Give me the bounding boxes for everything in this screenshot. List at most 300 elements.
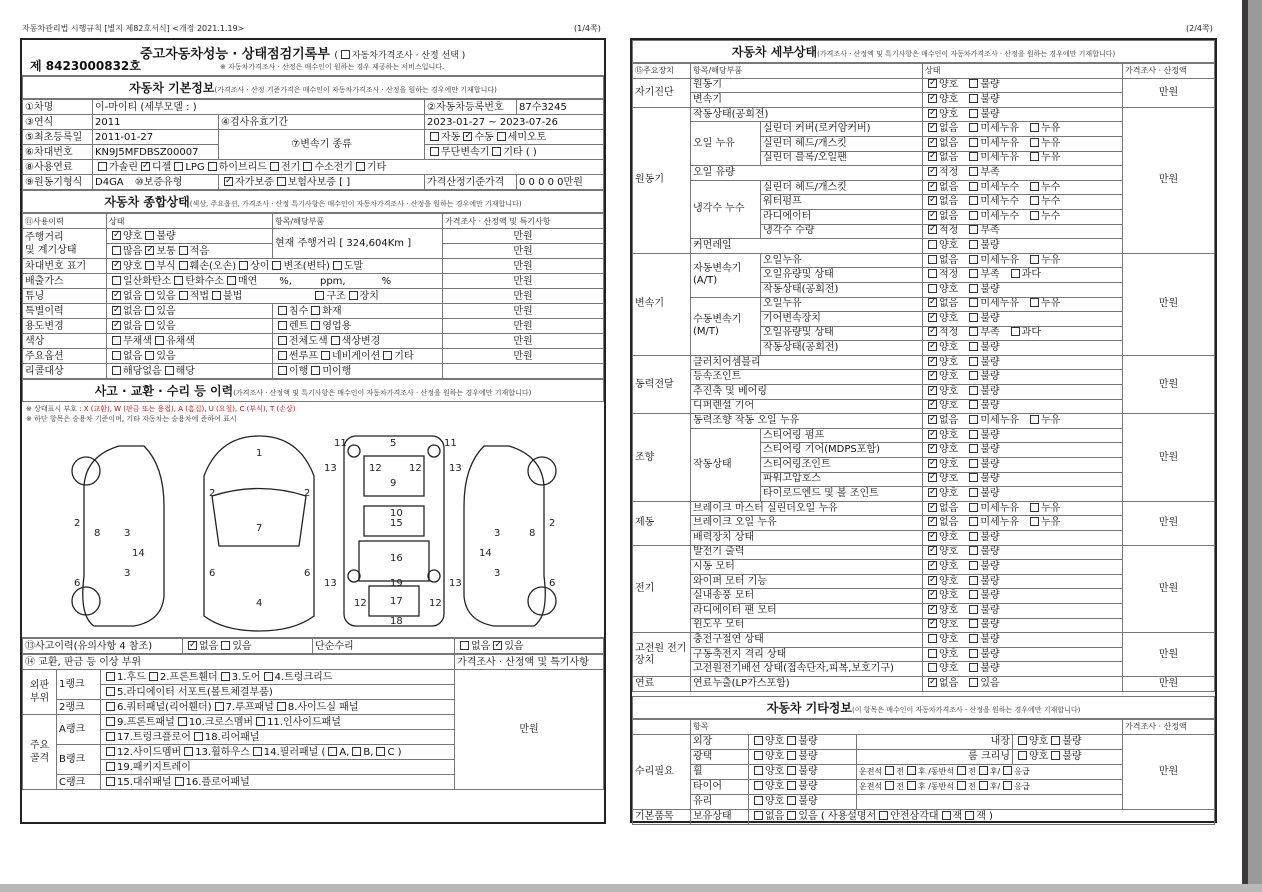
col-device: ⑮주요장치	[633, 64, 691, 79]
status-checkbox[interactable]	[928, 649, 937, 658]
status-checkbox[interactable]	[969, 517, 978, 526]
simple-repair-label: 단순수리	[313, 639, 455, 654]
status-option-label: 없음	[939, 677, 959, 689]
status-checkbox[interactable]	[1030, 138, 1039, 147]
co-checkbox[interactable]	[112, 276, 121, 285]
status-checkbox[interactable]	[928, 619, 937, 628]
room-cleaning-status: 양호 불량	[1013, 749, 1123, 764]
status-checkbox[interactable]	[969, 123, 978, 132]
svg-text:8: 8	[94, 528, 101, 539]
status-checkbox[interactable]	[969, 649, 978, 658]
fuel-lpg-checkbox[interactable]	[174, 162, 183, 171]
part-label: 오일유량및 상태	[761, 268, 923, 283]
vin-smear-checkbox[interactable]	[333, 261, 342, 270]
status-option-label: 과다	[1021, 327, 1041, 339]
repair-status: 없음✓ 있음	[455, 639, 604, 654]
status-checkbox[interactable]	[969, 400, 978, 409]
fuel-gasoline-checkbox[interactable]	[98, 162, 107, 171]
status-checkbox[interactable]	[969, 546, 978, 555]
status-checkbox[interactable]	[1030, 503, 1039, 512]
trunk-floor-checkbox[interactable]	[106, 732, 115, 741]
part-status	[923, 574, 1123, 589]
tuning-none-checkbox[interactable]	[112, 291, 121, 300]
items-none-checkbox[interactable]	[754, 811, 763, 820]
tuning-yes-checkbox[interactable]	[145, 291, 154, 300]
side-sill-checkbox[interactable]	[277, 702, 286, 711]
recall-done-checkbox[interactable]	[278, 366, 287, 375]
pillar-a-checkbox[interactable]	[328, 747, 337, 756]
polish-good-checkbox[interactable]	[754, 751, 763, 760]
part-label: 윈도우 모터	[691, 618, 923, 633]
status-option-label: 불량	[980, 488, 1000, 500]
tuning-legal-checkbox[interactable]	[179, 291, 188, 300]
status-checkbox[interactable]	[969, 211, 978, 220]
part-label: 라디에이터 팬 모터	[691, 603, 923, 618]
status-checkbox[interactable]	[928, 517, 937, 526]
status-checkbox[interactable]	[928, 94, 937, 103]
status-option-label: 불량	[980, 239, 1000, 251]
roof-panel-checkbox[interactable]	[215, 702, 224, 711]
part-label: 타이로드엔드 및 볼 조인트	[761, 487, 923, 502]
part-status	[923, 93, 1123, 108]
special-yes-checkbox[interactable]	[145, 306, 154, 315]
status-option-label: 누유	[1040, 137, 1061, 149]
status-option-label: 불량	[980, 663, 1000, 675]
vin-rust-checkbox[interactable]	[145, 261, 154, 270]
status-checkbox[interactable]	[928, 400, 937, 409]
status-option-label: 미세누유	[980, 502, 1019, 514]
tire-bad-checkbox[interactable]	[787, 781, 796, 790]
status-checkbox[interactable]	[1030, 298, 1039, 307]
status-checkbox[interactable]	[928, 357, 937, 366]
status-checkbox[interactable]	[969, 605, 978, 614]
status-checkbox[interactable]	[1030, 517, 1039, 526]
status-checkbox[interactable]	[928, 546, 937, 555]
business-checkbox[interactable]	[311, 321, 320, 330]
status-checkbox[interactable]	[928, 473, 937, 482]
part-label: 파워고압호스	[761, 472, 923, 487]
emission-price: 만원	[443, 274, 604, 289]
exterior-good-checkbox[interactable]	[754, 736, 763, 745]
vin-damage-checkbox[interactable]	[179, 261, 188, 270]
status-checkbox[interactable]	[969, 182, 978, 191]
svg-text:2: 2	[304, 488, 311, 499]
status-option-label: 없음	[939, 181, 959, 193]
status-checkbox[interactable]	[969, 284, 978, 293]
tuning-device-checkbox[interactable]	[349, 291, 358, 300]
pillar-b-checkbox[interactable]	[352, 747, 361, 756]
vin-mark-label: 차대번호 표기	[23, 259, 107, 274]
status-checkbox[interactable]	[1011, 327, 1020, 336]
trunk-lid-checkbox[interactable]	[264, 672, 273, 681]
other-col-item: 항목	[691, 719, 1123, 734]
vin-diff-checkbox[interactable]	[239, 261, 248, 270]
status-option-label: 불량	[980, 79, 1000, 91]
status-option-label: 양호	[939, 385, 959, 397]
part-status	[923, 385, 1123, 400]
svg-text:9: 9	[390, 478, 397, 489]
fuel-other-checkbox[interactable]	[356, 162, 365, 171]
status-checkbox[interactable]	[969, 240, 978, 249]
triangle-checkbox[interactable]	[879, 811, 888, 820]
diagram-note: ※ 하단 항목은 승용차 기준이며, 기타 자동차는 승용차에 준하여 표시	[26, 415, 237, 423]
status-checkbox[interactable]	[928, 503, 937, 512]
overall-status-header: 자동차 종합상태(색상, 주요옵션, 가격조사 · 산정 특기사항은 매수인이 자동차가격조사 · 산정을 원하는 경우에만 기재합니다)	[22, 190, 604, 213]
use-none-checkbox[interactable]	[112, 321, 121, 330]
status-option-label: 적정	[939, 225, 959, 237]
flood-checkbox[interactable]	[278, 306, 287, 315]
polish-bad-checkbox[interactable]	[787, 751, 796, 760]
status-checkbox[interactable]	[928, 342, 937, 351]
radiator-support-checkbox[interactable]	[106, 687, 115, 696]
mileage-normal-checkbox[interactable]	[145, 246, 154, 255]
trans-other-checkbox[interactable]	[492, 147, 501, 156]
svg-text:14: 14	[479, 548, 492, 559]
part-label: 오일누유	[761, 297, 923, 312]
status-option-label: 없음	[939, 298, 959, 310]
warranty-insurer-checkbox[interactable]	[277, 177, 286, 186]
glass-good-checkbox[interactable]	[754, 796, 763, 805]
status-option-label: 양호	[939, 239, 959, 251]
status-checkbox[interactable]	[969, 371, 978, 380]
wheel-good-checkbox[interactable]	[754, 766, 763, 775]
status-checkbox[interactable]	[969, 444, 978, 453]
status-checkbox[interactable]	[928, 123, 937, 132]
trans-semi-checkbox[interactable]	[497, 132, 506, 141]
mileage-price-2: 만원	[443, 244, 604, 259]
vin-forged-checkbox[interactable]	[272, 261, 281, 270]
part-status	[923, 180, 1123, 195]
jack-checkbox[interactable]	[942, 811, 951, 820]
status-checkbox[interactable]	[969, 269, 978, 278]
polish-status: 양호 불량	[749, 749, 857, 764]
svg-text:10: 10	[390, 508, 403, 519]
svg-text:4: 4	[256, 598, 263, 609]
rent-checkbox[interactable]	[278, 321, 287, 330]
part-subgroup-label: 수동변속기 (M/T)	[691, 297, 761, 355]
trans-auto-checkbox[interactable]	[430, 132, 439, 141]
part-label: 스티어링 기어(MDPS포함)	[761, 443, 923, 458]
fire-checkbox[interactable]	[311, 306, 320, 315]
first-reg-label: ⑤최초등록일	[23, 130, 93, 145]
transmission-options-2: 무단변속기 기타 ( )	[425, 145, 604, 160]
status-checkbox[interactable]	[928, 386, 937, 395]
col-price: 가격조사 · 산정액 및 특기사항	[443, 214, 604, 229]
door-checkbox[interactable]	[221, 672, 230, 681]
status-checkbox[interactable]	[928, 576, 937, 585]
pillar-c-checkbox[interactable]	[376, 747, 385, 756]
wheel-driver-rear-checkbox[interactable]	[907, 766, 916, 775]
status-checkbox[interactable]	[969, 488, 978, 497]
status-checkbox[interactable]	[969, 561, 978, 570]
status-checkbox[interactable]	[969, 138, 978, 147]
status-checkbox[interactable]	[1030, 182, 1039, 191]
part-subgroup-label: 작동상태	[691, 428, 761, 501]
status-checkbox[interactable]	[969, 225, 978, 234]
status-checkbox[interactable]	[969, 357, 978, 366]
front-fender-checkbox[interactable]	[149, 672, 158, 681]
window-frame-right	[1248, 0, 1262, 892]
accident-status: ✓ 없음 있음	[183, 639, 313, 654]
tire-pass-rear-checkbox[interactable]	[979, 781, 988, 790]
status-checkbox[interactable]	[969, 79, 978, 88]
status-checkbox[interactable]	[928, 327, 937, 336]
wheel-pass-rear-checkbox[interactable]	[979, 766, 988, 775]
reg-no-label: ②자동차등록번호	[425, 100, 517, 115]
dash-panel-checkbox[interactable]	[106, 777, 115, 786]
basic-info-header: 자동차 기본정보(가격조사 · 산정 기준가격은 매수인이 자동차가격조사 · 산정을 원하는 경우에만 기재합니다)	[22, 76, 604, 99]
hood-checkbox[interactable]	[106, 672, 115, 681]
trans-cvt-checkbox[interactable]	[430, 147, 439, 156]
status-checkbox[interactable]	[969, 109, 978, 118]
status-option-label: 미세누유	[980, 415, 1019, 427]
status-checkbox[interactable]	[969, 576, 978, 585]
status-checkbox[interactable]	[928, 109, 937, 118]
status-checkbox[interactable]	[969, 619, 978, 628]
status-checkbox[interactable]	[1030, 196, 1039, 205]
col-status: 상태	[107, 214, 273, 229]
status-checkbox[interactable]	[928, 167, 937, 176]
status-option-label: 부족	[980, 166, 1000, 178]
status-checkbox[interactable]	[969, 313, 978, 322]
option-other-checkbox[interactable]	[383, 351, 392, 360]
status-option-label: 누유	[1040, 415, 1061, 427]
part-label: 연료누출(LP가스포함)	[691, 676, 923, 691]
status-checkbox[interactable]	[928, 590, 937, 599]
svg-text:3: 3	[124, 528, 131, 539]
part-label: 작동상태(공회전)	[691, 107, 923, 122]
interior-bad-checkbox[interactable]	[1051, 736, 1060, 745]
wheel-house-checkbox[interactable]	[184, 747, 193, 756]
detail-row	[633, 633, 1215, 648]
package-tray-checkbox[interactable]	[106, 762, 115, 771]
status-checkbox[interactable]	[969, 678, 978, 687]
interior-good-checkbox[interactable]	[1018, 736, 1027, 745]
col-state: 상태	[923, 64, 1123, 79]
wheel-pass-front-checkbox[interactable]	[957, 766, 966, 775]
status-checkbox[interactable]	[928, 298, 937, 307]
special-none-checkbox[interactable]	[112, 306, 121, 315]
wheel-bad-checkbox[interactable]	[787, 766, 796, 775]
status-checkbox[interactable]	[1011, 269, 1020, 278]
trans-manual-checkbox[interactable]	[463, 132, 472, 141]
part-status	[923, 458, 1123, 473]
status-checkbox[interactable]	[928, 79, 937, 88]
device-price: 만원	[1123, 545, 1215, 633]
cross-member-checkbox[interactable]	[178, 717, 187, 726]
status-checkbox[interactable]	[928, 663, 937, 672]
window-frame-shadow	[1242, 0, 1248, 892]
fuel-hybrid-checkbox[interactable]	[208, 162, 217, 171]
recall-notdone-checkbox[interactable]	[311, 366, 320, 375]
status-checkbox[interactable]	[928, 211, 937, 220]
status-checkbox[interactable]	[928, 255, 937, 264]
items-has-checkbox[interactable]	[787, 811, 796, 820]
status-option-label: 양호	[939, 283, 959, 295]
color-change-checkbox[interactable]	[331, 336, 340, 345]
mileage-few-checkbox[interactable]	[179, 246, 188, 255]
status-checkbox[interactable]	[928, 313, 937, 322]
status-checkbox[interactable]	[969, 634, 978, 643]
tire-emergency-checkbox[interactable]	[1003, 781, 1012, 790]
status-option-label: 양호	[939, 663, 959, 675]
status-checkbox[interactable]	[928, 561, 937, 570]
part-label: 브레이크 마스터 실린더오일 누유	[691, 501, 923, 516]
side-member-checkbox[interactable]	[106, 747, 115, 756]
repair-yes-checkbox[interactable]	[493, 641, 502, 650]
recall-na-checkbox[interactable]	[112, 366, 121, 375]
wheel-driver-front-checkbox[interactable]	[885, 766, 894, 775]
status-checkbox[interactable]	[928, 430, 937, 439]
status-checkbox[interactable]	[1030, 152, 1039, 161]
part-label: 워터펌프	[761, 195, 923, 210]
tire-driver-front-checkbox[interactable]	[885, 781, 894, 790]
option-yes-checkbox[interactable]	[145, 351, 154, 360]
use-yes-checkbox[interactable]	[145, 321, 154, 330]
smoke-checkbox[interactable]	[227, 276, 236, 285]
exterior-bad-checkbox[interactable]	[787, 736, 796, 745]
status-checkbox[interactable]	[928, 678, 937, 687]
status-checkbox[interactable]	[928, 371, 937, 380]
achromatic-checkbox[interactable]	[112, 336, 121, 345]
price-option-checkbox[interactable]	[341, 50, 350, 59]
svg-text:15: 15	[390, 518, 403, 529]
vin-good-checkbox[interactable]	[112, 261, 121, 270]
wrench-checkbox[interactable]	[965, 811, 974, 820]
page-number-1: (1/4쪽)	[574, 24, 601, 33]
status-checkbox[interactable]	[928, 444, 937, 453]
status-checkbox[interactable]	[969, 255, 978, 264]
status-checkbox[interactable]	[969, 532, 978, 541]
status-checkbox[interactable]	[969, 342, 978, 351]
status-option-label: 양호	[939, 473, 959, 485]
status-checkbox[interactable]	[1030, 255, 1039, 264]
cleaning-bad-checkbox[interactable]	[1051, 751, 1060, 760]
recall-items: 이행 미이행	[273, 364, 443, 379]
status-checkbox[interactable]	[969, 94, 978, 103]
fuel-electric-checkbox[interactable]	[270, 162, 279, 171]
full-paint-checkbox[interactable]	[278, 336, 287, 345]
status-checkbox[interactable]	[928, 152, 937, 161]
tuning-struct-checkbox[interactable]	[315, 291, 324, 300]
status-option-label: 미세누유	[980, 152, 1019, 164]
front-panel-checkbox[interactable]	[106, 717, 115, 726]
tire-pass-front-checkbox[interactable]	[957, 781, 966, 790]
status-checkbox[interactable]	[928, 284, 937, 293]
option-none-checkbox[interactable]	[112, 351, 121, 360]
part-status	[923, 370, 1123, 385]
symbol-legend: ※ 상태표시 부호 : X (교환), W (판금 또는 용접), A (흠집), U (요철), C (부식), T (손상)	[26, 405, 296, 413]
part-status	[923, 501, 1123, 516]
chromatic-checkbox[interactable]	[155, 336, 164, 345]
glass-status: 양호 불량	[749, 794, 857, 809]
status-checkbox[interactable]	[928, 459, 937, 468]
part-label: 클러치어셈블리	[691, 355, 923, 370]
status-checkbox[interactable]	[928, 634, 937, 643]
status-checkbox[interactable]	[928, 182, 937, 191]
floor-panel-checkbox[interactable]	[175, 777, 184, 786]
status-checkbox[interactable]	[1030, 211, 1039, 220]
part-label: 배력장치 상태	[691, 531, 923, 546]
status-option-label: 양호	[939, 531, 959, 543]
inside-panel-checkbox[interactable]	[256, 717, 265, 726]
car-damage-diagram	[24, 426, 604, 636]
repair-none-checkbox[interactable]	[460, 641, 469, 650]
fuel-diesel-checkbox[interactable]	[141, 162, 150, 171]
status-checkbox[interactable]	[928, 532, 937, 541]
part-status	[923, 268, 1123, 283]
status-checkbox[interactable]	[969, 167, 978, 176]
part-label: 라디에이터	[761, 209, 923, 224]
navigation-checkbox[interactable]	[321, 351, 330, 360]
status-checkbox[interactable]	[969, 663, 978, 672]
status-checkbox[interactable]	[928, 196, 937, 205]
status-checkbox[interactable]	[1030, 415, 1039, 424]
status-checkbox[interactable]	[969, 503, 978, 512]
status-checkbox[interactable]	[928, 415, 937, 424]
fuel-hydrogen-checkbox[interactable]	[303, 162, 312, 171]
warranty-self-checkbox[interactable]	[224, 177, 233, 186]
status-checkbox[interactable]	[969, 298, 978, 307]
tire-driver-rear-checkbox[interactable]	[907, 781, 916, 790]
mileage-many-checkbox[interactable]	[112, 246, 121, 255]
device-price: 만원	[1123, 355, 1215, 413]
status-checkbox[interactable]	[928, 269, 937, 278]
cleaning-good-checkbox[interactable]	[1018, 751, 1027, 760]
status-checkbox[interactable]	[969, 152, 978, 161]
status-checkbox[interactable]	[969, 459, 978, 468]
polish-label: 광택	[691, 749, 749, 764]
recall-yes-checkbox[interactable]	[165, 366, 174, 375]
gauge-good-checkbox[interactable]	[112, 231, 121, 240]
status-checkbox[interactable]	[928, 225, 937, 234]
status-checkbox[interactable]	[969, 473, 978, 482]
accident-header: 사고 · 교환 · 수리 등 이력(가격조사 · 산정액 및 특기사항은 매수인이 자동차가격조사 · 산정을 원하는 경우에만 기재합니다)	[22, 379, 604, 402]
hc-checkbox[interactable]	[174, 276, 183, 285]
tire-good-checkbox[interactable]	[754, 781, 763, 790]
recall-label: 리콜대상	[23, 364, 107, 379]
status-checkbox[interactable]	[969, 196, 978, 205]
part-label: 원동기	[691, 78, 923, 93]
status-checkbox[interactable]	[969, 430, 978, 439]
status-option-label: 양호	[939, 79, 959, 91]
part-status	[923, 151, 1123, 166]
tuning-illegal-checkbox[interactable]	[212, 291, 221, 300]
status-checkbox[interactable]	[928, 240, 937, 249]
status-checkbox[interactable]	[969, 415, 978, 424]
gauge-bad-checkbox[interactable]	[145, 231, 154, 240]
status-checkbox[interactable]	[928, 138, 937, 147]
rear-panel-checkbox[interactable]	[194, 732, 203, 741]
sunroof-checkbox[interactable]	[278, 351, 287, 360]
device-group-label: 전기	[633, 545, 691, 633]
glass-bad-checkbox[interactable]	[787, 796, 796, 805]
status-checkbox[interactable]	[969, 386, 978, 395]
recall-status: 해당없음 해당	[107, 364, 273, 379]
accident-yes-checkbox[interactable]	[221, 641, 230, 650]
status-checkbox[interactable]	[969, 327, 978, 336]
accident-none-checkbox[interactable]	[188, 641, 197, 650]
pillar-panel-checkbox[interactable]	[253, 747, 262, 756]
quarter-panel-checkbox[interactable]	[106, 702, 115, 711]
status-checkbox[interactable]	[1030, 123, 1039, 132]
status-option-label: 미세누유	[980, 137, 1019, 149]
status-checkbox[interactable]	[969, 590, 978, 599]
wheel-emergency-checkbox[interactable]	[1003, 766, 1012, 775]
status-checkbox[interactable]	[928, 605, 937, 614]
status-checkbox[interactable]	[928, 488, 937, 497]
status-option-label: 미세누유	[980, 123, 1019, 135]
